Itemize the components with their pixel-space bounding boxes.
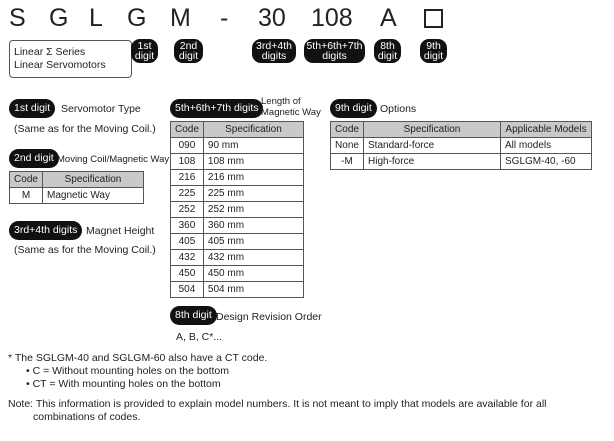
- cell-spec: 108 mm: [203, 154, 303, 170]
- cell-spec: Magnetic Way: [43, 188, 144, 204]
- options-title: Options: [380, 103, 417, 115]
- series-line2: Linear Servomotors: [14, 59, 106, 71]
- pill-9th-digit: [420, 39, 447, 63]
- model-char-m: M: [170, 4, 191, 32]
- col-applicable-models: Applicable Models: [501, 122, 592, 138]
- cell-code: None: [331, 138, 364, 154]
- model-char-g2: G: [127, 4, 147, 32]
- col-code: Code: [10, 172, 43, 188]
- tag-8th-digit: 8th digit: [170, 306, 217, 325]
- pill-text: 9th: [426, 39, 441, 52]
- cell-spec: 360 mm: [203, 218, 303, 234]
- pill-text: 5th+6th+7th: [306, 39, 363, 52]
- note-line2: combinations of codes.: [33, 411, 141, 423]
- cell-spec: 450 mm: [203, 266, 303, 282]
- tag-2nd-digit: 2nd digit: [9, 149, 59, 168]
- cell-spec: 432 mm: [203, 250, 303, 266]
- col-specification: Specification: [43, 172, 144, 188]
- model-char-dash: -: [220, 4, 229, 32]
- pill-text: 1st: [137, 39, 152, 52]
- cell-models: All models: [501, 138, 592, 154]
- length-title-line1: Length of: [261, 96, 301, 107]
- table-row: [171, 266, 304, 282]
- footnote-c: • C = Without mounting holes on the bottom: [26, 365, 229, 377]
- col-code: Code: [171, 122, 204, 138]
- table-row: [171, 138, 304, 154]
- model-char-s: S: [9, 4, 26, 32]
- pill-text: digit: [178, 50, 199, 62]
- col-code: Code: [331, 122, 364, 138]
- table-row: [331, 154, 592, 170]
- cell-spec: 405 mm: [203, 234, 303, 250]
- cell-code: 360: [171, 218, 204, 234]
- cell-spec: 90 mm: [203, 138, 303, 154]
- pill-text: digits: [261, 50, 287, 62]
- cell-spec: Standard-force: [364, 138, 501, 154]
- tag-9th-digit: 9th digit: [330, 99, 377, 118]
- pill-text: digit: [377, 50, 398, 62]
- servomotor-type-title: Servomotor Type: [61, 103, 141, 115]
- cell-code: 504: [171, 282, 204, 298]
- series-line1: Linear Σ Series: [14, 46, 86, 58]
- tag-3rd-4th-digits: 3rd+4th digits: [9, 221, 82, 240]
- table-row: [10, 188, 144, 204]
- cell-spec: 225 mm: [203, 186, 303, 202]
- pill-3rd-4th-digits: [252, 39, 296, 63]
- design-revision-values: A, B, C*...: [176, 331, 223, 343]
- length-table: [170, 121, 304, 298]
- table-row: [171, 218, 304, 234]
- cell-spec: 252 mm: [203, 202, 303, 218]
- cell-code: 450: [171, 266, 204, 282]
- model-char-l: L: [89, 4, 103, 32]
- cell-code: -M: [331, 154, 364, 170]
- table-row: [171, 170, 304, 186]
- model-char-g: G: [49, 4, 69, 32]
- magnet-height-title: Magnet Height: [86, 225, 155, 237]
- cell-code: 216: [171, 170, 204, 186]
- pill-2nd-digit: [174, 39, 203, 63]
- pill-5th-6th-7th-digits: [304, 39, 365, 63]
- cell-spec: 504 mm: [203, 282, 303, 298]
- options-table: [330, 121, 592, 170]
- box-symbol: [424, 9, 443, 28]
- model-char-a: A: [380, 4, 397, 32]
- pill-text: digit: [423, 50, 444, 62]
- tag-1st-digit: 1st digit: [9, 99, 55, 118]
- footnote-ct: * The SGLGM-40 and SGLGM-60 also have a CT code.: [8, 352, 268, 364]
- cell-spec: High-force: [364, 154, 501, 170]
- cell-spec: 216 mm: [203, 170, 303, 186]
- note-line1: Note: This information is provided to explain model numbers. It is not meant to imply that models are available for all: [8, 398, 547, 410]
- table-row: [171, 202, 304, 218]
- cell-code: 090: [171, 138, 204, 154]
- pill-text: 8th: [380, 39, 395, 52]
- cell-code: 225: [171, 186, 204, 202]
- cell-code: M: [10, 188, 43, 204]
- cell-code: 405: [171, 234, 204, 250]
- pill-8th-digit: [374, 39, 401, 63]
- cell-code: 108: [171, 154, 204, 170]
- table-row: [171, 250, 304, 266]
- servomotor-type-note: (Same as for the Moving Coil.): [14, 123, 156, 135]
- footnote-ct-def: • CT = With mounting holes on the bottom: [26, 378, 221, 390]
- model-char-30: 30: [258, 4, 286, 32]
- length-title-line2: Magnetic Way: [261, 106, 321, 118]
- model-char-108: 108: [311, 4, 353, 32]
- cell-models: SGLGM-40, -60: [501, 154, 592, 170]
- pill-text: digits: [322, 50, 347, 62]
- moving-coil-table: [9, 171, 144, 204]
- pill-1st-digit: [131, 39, 158, 63]
- col-specification: Specification: [364, 122, 501, 138]
- tag-5th-6th-7th-digits: 5th+6th+7th digits: [170, 99, 263, 118]
- col-specification: Specification: [203, 122, 303, 138]
- pill-text: 2nd: [179, 39, 198, 52]
- table-row: [171, 154, 304, 170]
- design-revision-title: Design Revision Order: [216, 311, 322, 323]
- table-row: [331, 138, 592, 154]
- cell-code: 252: [171, 202, 204, 218]
- cell-code: 432: [171, 250, 204, 266]
- table-row: [171, 282, 304, 298]
- table-row: [171, 234, 304, 250]
- magnet-height-note: (Same as for the Moving Coil.): [14, 244, 156, 256]
- pill-text: digit: [134, 50, 155, 62]
- table-row: [171, 186, 304, 202]
- pill-text: 3rd+4th: [256, 39, 292, 52]
- moving-coil-title: Moving Coil/Magnetic Way: [57, 154, 170, 165]
- series-box: [9, 40, 132, 78]
